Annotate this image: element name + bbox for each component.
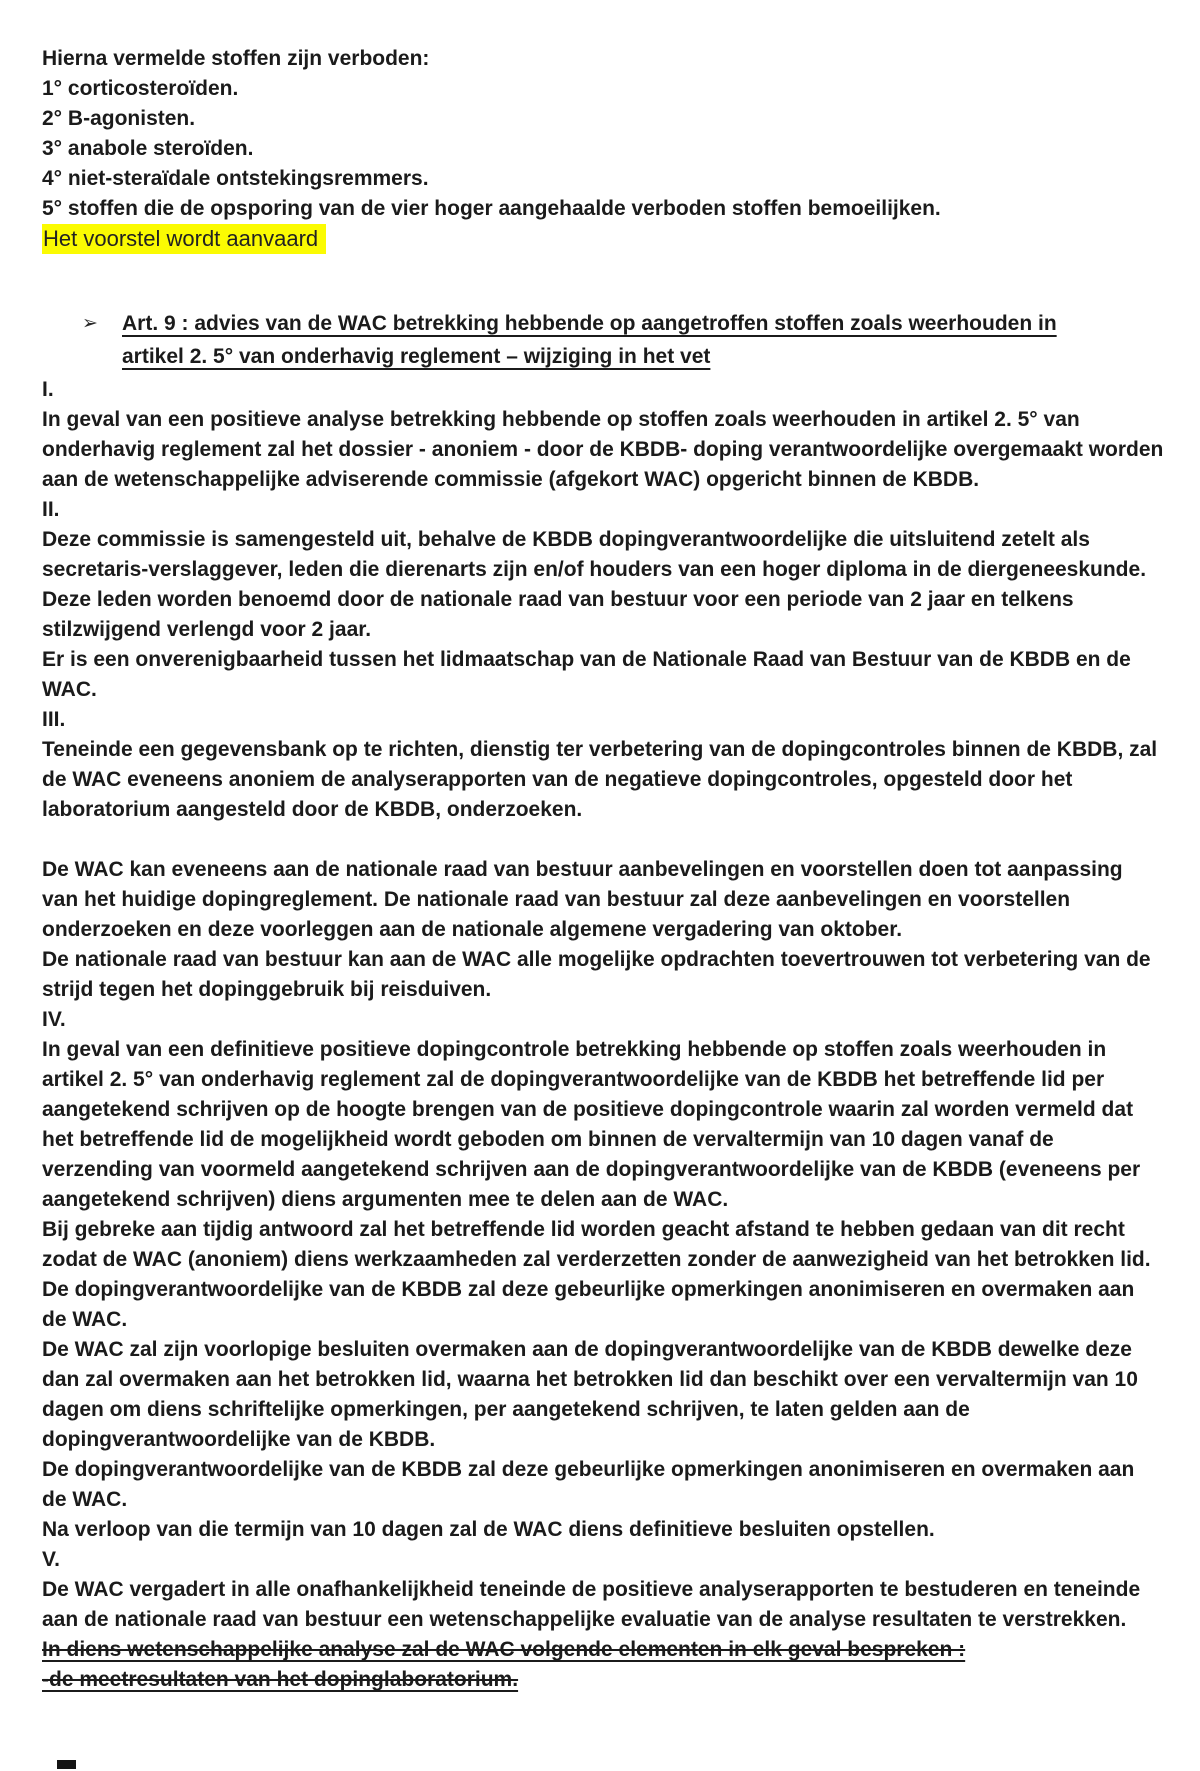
paragraph-database: Teneinde een gegevensbank op te richten, dienstig ter verbetering van de dopingcontroles binnen de KBDB, zal de WAC eveneens anoniem de analyserapporten van de negatieve dopingcontroles, opgesteld door het laboratorium aangesteld door de KBDB, onderzoeken.	[42, 738, 1158, 821]
paragraph-anonymise-remarks-2: De dopingverantwoordelijke van de KBDB zal deze gebeurlijke opmerkingen anonimiseren en overmaken aan de WAC.	[42, 1458, 1135, 1511]
paragraph-independent-meeting: De WAC vergadert in alle onafhankelijkheid teneinde de positieve analyserapporten te bestuderen en teneinde aan de nationale raad van bestuur een wetenschappelijke evaluatie van de analyse resultaten te verstrekken.	[42, 1578, 1141, 1631]
intro-lead: Hierna vermelde stoffen zijn verboden:	[42, 47, 430, 70]
paragraph-positive-analysis: In geval van een positieve analyse betrekking hebbende op stoffen zoals weerhouden in artikel 2. 5° van onderhavig reglement zal het dossier - anoniem - door de KBDB- doping verantwoordelijke overgemaakt worden aan de wetenschappelijke adviserende commissie (afgekort WAC) opgericht binnen de KBDB.	[42, 408, 1164, 491]
paragraph-provisional-decisions: De WAC zal zijn voorlopige besluiten overmaken aan de dopingverantwoordelijke van de KBDB dewelke deze dan zal overmaken aan het betrokken lid, waarna het betrokken lid dan beschikt over een vervaltermijn van 10 dagen om diens schriftelijke opmerkingen, per aangetekend schrijven, te laten gelden aan de dopingverantwoordelijke van de KBDB.	[42, 1338, 1138, 1451]
paragraph-final-decisions: Na verloop van die termijn van 10 dagen zal de WAC diens definitieve besluiten opstellen.	[42, 1518, 935, 1541]
article-heading	[82, 307, 1164, 373]
forbidden-item-5: 5° stoffen die de opsporing van de vier hoger aangehaalde verboden stoffen bemoeilijken.	[42, 197, 941, 220]
forbidden-item-3: 3° anabole steroïden.	[42, 137, 254, 160]
paragraph-anonymise-remarks-1: De dopingverantwoordelijke van de KBDB zal deze gebeurlijke opmerkingen anonimiseren en overmaken aan de WAC.	[42, 1278, 1135, 1331]
section-label-1: I.	[42, 378, 54, 401]
paragraph-definitive-control: In geval van een definitieve positieve dopingcontrole betrekking hebbende op stoffen zoals weerhouden in artikel 2. 5° van onderhavig reglement zal de dopingverantwoordelijke van de KBDB het betreffende lid per aangetekend schrijven op de hoogte brengen van de positieve dopingcontrole waarin zal worden vermeld dat het betreffende lid de mogelijkheid wordt geboden om binnen de vervaltermijn van 10 dagen vanaf de verzending van voormeld aangetekend schrijven aan de dopingverantwoordelijke van de KBDB (eveneens per aangetekend schrijven) diens argumenten mee te delen aan de WAC.	[42, 1038, 1141, 1211]
highlighted-decision-text: Het voorstel wordt aanvaard	[42, 224, 326, 254]
paragraph-commission-composition: Deze commissie is samengesteld uit, behalve de KBDB dopingverantwoordelijke die uitsluitend zetelt als secretaris-verslaggever, leden die dierenarts zijn en/of houders van een hoger diploma in de diergeneeskunde. Deze leden worden benoemd door de nationale raad van bestuur voor een periode van 2 jaar en telkens stilzwijgend verlengd voor 2 jaar.	[42, 528, 1147, 641]
paragraph-no-timely-answer: Bij gebreke aan tijdig antwoord zal het betreffende lid worden geacht afstand te hebben gedaan van dit recht zodat de WAC (anoniem) diens werkzaamheden zal verderzetten zonder de aanwezigheid van het betrokken lid.	[42, 1218, 1151, 1271]
forbidden-item-4: 4° niet-steraïdale ontstekingsremmers.	[42, 167, 429, 190]
section-label-5: V.	[42, 1548, 60, 1571]
paragraph-incompatibility: Er is een onverenigbaarheid tussen het lidmaatschap van de Nationale Raad van Bestuur van de KBDB en de WAC.	[42, 648, 1131, 701]
cropped-text-fragment	[57, 1760, 76, 1769]
section-label-3: III.	[42, 708, 66, 731]
article-heading-text: Art. 9 : advies van de WAC betrekking hebbende op aangetroffen stoffen zoals weerhouden in artikel 2. 5° van onderhavig reglement – wijziging in het vet	[122, 312, 1057, 368]
paragraph-assignments: De nationale raad van bestuur kan aan de WAC alle mogelijke opdrachten toevertrouwen tot verbetering van de strijd tegen het dopinggebruik bij reisduiven.	[42, 948, 1151, 1001]
struck-paragraph-measurement-results: -de meetresultaten van het dopinglaboratorium.	[42, 1668, 519, 1691]
struck-paragraph-scientific-analysis: In diens wetenschappelijke analyse zal de WAC volgende elementen in elk geval bespreken :	[42, 1638, 966, 1661]
forbidden-item-1: 1° corticosteroïden.	[42, 77, 239, 100]
forbidden-item-2: 2° B-agonisten.	[42, 107, 196, 130]
section-label-2: II.	[42, 498, 60, 521]
section-label-4: IV.	[42, 1008, 66, 1031]
decision-line	[42, 224, 1164, 255]
arrow-bullet-icon: ➢	[82, 313, 98, 334]
paragraph-recommendations: De WAC kan eveneens aan de nationale raad van bestuur aanbevelingen en voorstellen doen tot aanpassing van het huidige dopingreglement. De nationale raad van bestuur zal deze aanbevelingen en voorstellen onderzoeken en deze voorleggen aan de nationale algemene vergadering van oktober.	[42, 858, 1123, 941]
